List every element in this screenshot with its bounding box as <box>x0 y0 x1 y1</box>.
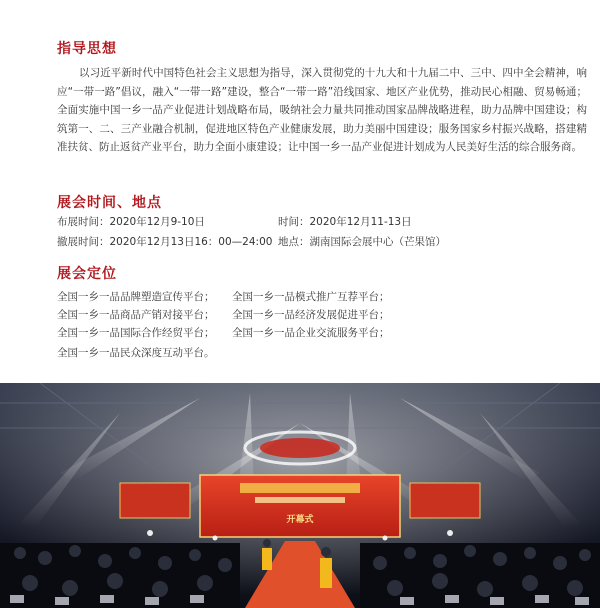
positioning-item: 全国一乡一品品牌塑造宣传平台； <box>57 291 215 303</box>
setup-time: 布展时间：2020年12月9-10日 <box>57 216 205 228</box>
positioning-item: 全国一乡一品商品产销对接平台； <box>57 309 215 321</box>
positioning-item: 全国一乡一品企业交流服务平台； <box>232 327 390 339</box>
guiding-title: 指导思想 <box>57 41 117 57</box>
time-place-title: 展会时间、地点 <box>57 195 162 211</box>
positioning-title: 展会定位 <box>57 266 117 282</box>
venue: 地点：湖南国际会展中心（芒果馆） <box>278 236 446 248</box>
positioning-item: 全国一乡一品民众深度互动平台。 <box>57 347 215 359</box>
event-time: 时间：2020年12月11-13日 <box>278 216 412 228</box>
positioning-item: 全国一乡一品经济发展促进平台； <box>232 309 390 321</box>
guiding-paragraph: 以习近平新时代中国特色社会主义思想为指导，深入贯彻党的十九大和十九届二中、三中、四中全会精神，响应“一带一路”倡议，融入“一带一路”建设，整合“一带一路”沿线国家、地区产业优势，推动民心相融、贸易畅通；全面实施中国一乡一品产业促进计划战略布局，吸纳社会力量共同推动国家品牌战略进程，助力品牌中国建设；构筑第一、二、三产业融合机制，促进地区特色产业健康发展，助力美丽中国建设；服务国家乡村振兴战略，搭建精准扶贫、防止返贫产业平台，助力全面小康建设；让中国一乡一品产业促进计划成为人民美好生活的综合服务商。 <box>57 67 587 154</box>
positioning-item: 全国一乡一品国际合作经贸平台； <box>57 327 215 339</box>
teardown-time: 撤展时间：2020年12月13日16：00—24:00 <box>57 236 273 248</box>
exhibition-hall-photo <box>0 383 600 608</box>
stage-caption: 开幕式 <box>286 514 314 524</box>
positioning-item: 全国一乡一品模式推广互荐平台； <box>232 291 390 303</box>
